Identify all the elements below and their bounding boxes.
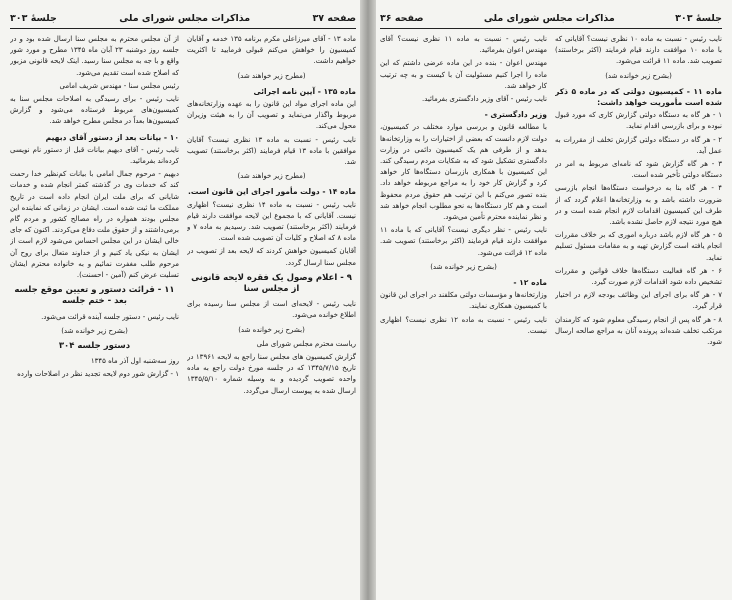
paragraph: با مطالعه قانون و بررسی موارد مختلف در کمیسیون، دولت لازم دانست که بعضی از اختیارات را به وزارتخانه‌ها بدهد و از طرفی هم یک کمیسیون دائمی در وزارت دادگستری تشکیل شود که به شکایات مردم رسیدگی کند. این کمیسیون با همکاری بازرسان دستگاه‌ها کار خواهد کرد و گزارش کار خود را به مراجع مربوطه خواهد داد. بنده تصور می‌کنم با این ترتیب هم حقوق مردم محفوظ است و هم کار دستگاه‌ها به نحو مطلوب انجام خواهد شد و نظر نماینده محترم تأمین می‌شود. bbox=[380, 123, 547, 222]
paragraph: ۶ - هر گاه فعالیت دستگاه‌ها خلاف قوانین و مقررات تشخیص داده شود اقدامات لازم صورت گیرد. bbox=[555, 266, 722, 287]
paragraph: مهندس اعوان - بنده در این ماده عرضی داشتم که این ماده را اجرا کنیم مسئولیت آن با کیست و به چه ترتیب کار خواهد شد. bbox=[380, 59, 547, 90]
section-heading: ۱۰ - بیانات بعد از دستور آقای دبهیم bbox=[45, 132, 179, 142]
stage-note: (بشرح زیر خوانده شد) bbox=[238, 325, 305, 334]
journal-title: مذاکرات مجلس شورای ملی bbox=[483, 12, 615, 24]
paragraph: وزارتخانه‌ها و مؤسسات دولتی مکلفند در اجرای این قانون با کمیسیون همکاری نمایند. bbox=[380, 291, 547, 311]
session-label: جلسهٔ ۳۰۳ bbox=[10, 12, 57, 24]
agenda-heading: ۱۱ - قرائت دستور و تعیین موقع جلسه بعد - ختم جلسه bbox=[14, 285, 175, 307]
paragraph: نایب رئیس - دستور جلسه آینده قرائت می‌شود. bbox=[41, 312, 179, 321]
page-37 bbox=[6, 0, 360, 600]
paragraph: گزارش کمیسیون های مجلس سنا راجع به لایحه ۱۳۹۶۱ در تاریخ ۱۳۴۵/۷/۱۵ که در جلسه مورخ دولت راجع به ماده واحده تصویب گردیده و به وسیله شماره ۱۳۴۵/۵/۱۰ ارسال شده به پیوست ارسال می‌گردد. bbox=[187, 353, 356, 395]
paragraph: نایب رئیس - نسبت به ماده ۱۱ نظری نیست؟ آقای مهندس اعوان بفرمائید. bbox=[380, 35, 547, 55]
paragraph: ۱ - هر گاه به دستگاه دولتی گزارش کاری که مورد قبول نبوده و برای بازرسی اقدام نماید. bbox=[555, 111, 722, 131]
text-columns bbox=[10, 34, 356, 594]
paragraph: نایب رئیس - نسبت به ماده ۱۴ نظری نیست؟ اظهاری نیست. آقایانی که با مجموع این لایحه موافقت دارند قیام فرمایند (اکثر برخاستند) تصویب شد. رسیدیم به ماده ۷ و ماده ۸ که اصلاح و کلیات آن تصویب شده است. bbox=[187, 200, 356, 243]
section-heading: وزیر دادگستری - bbox=[484, 110, 547, 120]
running-head-right bbox=[380, 10, 722, 29]
paragraph: آقایان کمیسیون خواهش کردند که لایحه بعد از تصویب در مجلس سنا ارسال گردد. bbox=[187, 247, 356, 267]
paragraph: از آن مجلس محترم به مجلس سنا ارسال شده بود و در جلسه روز دوشنبه ۲۳ آبان ماه ۱۳۴۵ مطرح و مورد شور واقع و با جه به مجلس سنا رسید. اینک لایحه قانونی مزبور که اصلاح شده است تقدیم می‌شود. bbox=[10, 35, 179, 77]
column-left bbox=[380, 34, 547, 594]
page-36 bbox=[376, 0, 726, 600]
column-right bbox=[555, 34, 722, 594]
section-heading: ماده ۱۱ - کمیسیون دولتی که در ماده ۵ ذکر شده است مأموریت خواهد داشت: bbox=[555, 86, 722, 108]
paragraph: نایب رئیس - نظر دیگری نیست؟ آقایانی که با ماده ۱۱ موافقت دارند قیام فرمایند (اکثر برخاستند) تصویب شد. ماده ۱۲ قرائت می‌شود. bbox=[380, 226, 547, 257]
paragraph: نایب رئیس - لایحه‌ای است از مجلس سنا رسیده برای اطلاع خوانده می‌شود. bbox=[187, 300, 356, 320]
agenda-heading: ۹ - اعلام وصول یک فقره لایحه قانونی از مجلس سنا bbox=[191, 272, 352, 295]
paragraph: ۲ - هر گاه در دستگاه دولتی گزارش تخلف از مقررات به عمل آید. bbox=[555, 135, 722, 155]
paragraph: نایب رئیس - آقای دبهیم بیانات قبل از دستور نام نویسی کرده‌اند بفرمائید. bbox=[10, 145, 179, 166]
paragraph: ۴ - هر گاه بنا به درخواست دستگاه‌ها انجام بازرسی ضرورت داشته باشد و به وزارتخانه‌ها اعلام گردد که از طرف این کمیسیون اقدامات لازم انجام شده است و در هیچ مورد نتیجه لازم حاصل نشده باشد. bbox=[555, 184, 722, 227]
paragraph: ۳ - هر گاه گزارش شود که نامه‌ای مربوط به امر در دستگاه دولتی تأخیر شده است. bbox=[555, 160, 722, 180]
paragraph: دبهیم - مرحوم جمال امامی با بیانات کم‌نظیر خدا رحمت کند که خدمات وی در گذشته کمتر انجام شده و خدمات شایانی که برای ملت ایران انجام داده است در تاریخ مملکت ما ثبت شده است. ایشان در زمانی که نماینده این مجلس بودند همواره در راه مصالح کشور و مردم گام برمی‌داشتند و از حقوق ملت دفاع می‌کردند. اکنون که جای خالی ایشان در این مجلس احساس می‌شود لازم است از ایشان به نیکی یاد کنیم و از خداوند متعال برای روح آن مرحوم طلب مغفرت نمائیم و به خانواده محترم ایشان تسلیت عرض کنم (آمین - احسنت). bbox=[10, 170, 179, 280]
page-number-label: صفحه ۳۷ bbox=[312, 12, 356, 24]
stage-note: (بشرح زیر خوانده شد) bbox=[61, 326, 128, 335]
stage-note: (مطرح زیر خواهند شد) bbox=[237, 71, 306, 80]
paragraph: این ماده اجرای مواد این قانون را به عهده وزارتخانه‌های مربوط واگذار می‌نماید و تصویب آن را به هیئت وزیران محول می‌کند. bbox=[187, 100, 356, 131]
session-label: جلسهٔ ۳۰۳ bbox=[675, 12, 722, 24]
section-heading: ماده ۱۴ - دولت مأمور اجرای این قانون است. bbox=[188, 187, 356, 197]
agenda-heading: دستور جلسه ۳۰۴ bbox=[58, 341, 131, 352]
paragraph: روز سه‌شنبه اول آذر ماه ۱۳۴۵ bbox=[90, 357, 179, 366]
stage-note: (مطرح زیر خواهند شد) bbox=[237, 172, 306, 181]
paragraph: رئیس مجلس سنا - مهندس شریف امامی bbox=[59, 81, 179, 90]
page-number-label: صفحه ۳۶ bbox=[380, 12, 424, 24]
column-left bbox=[10, 34, 179, 594]
running-head-left bbox=[10, 10, 356, 29]
text-columns bbox=[380, 34, 722, 594]
paragraph: نایب رئیس - نسبت به ماده ۱۰ نظری نیست؟ آقایانی که با ماده ۱۰ موافقت دارند قیام فرمایند (اکثر برخاستند) تصویب شد. ماده ۱۱ قرائت می‌شود. bbox=[555, 35, 722, 66]
paragraph: ۱ - گزارش شور دوم لایحه تجدید نظر در اصلاحات وارده bbox=[17, 370, 179, 379]
paragraph: ماده ۱۳ - آقای میرزاعلی مکرم برنامه ۱۳۵ خدمه و آقایان کمیسیون را خواهش می‌کنم قبولی فرمایید تا اکثریت خواهیم داشت. bbox=[187, 35, 356, 66]
paragraph: نایب رئیس - نسبت به ماده ۱۲ نظری نیست؟ اظهاری نیست. bbox=[380, 315, 547, 335]
section-heading: ماده ۱۳۵ - آیین نامه اجرائی bbox=[253, 86, 356, 96]
column-right bbox=[187, 34, 356, 594]
book-gutter bbox=[360, 0, 376, 600]
paragraph: نایب رئیس - نسبت به ماده ۱۳ نظری نیست؟ آقایان موافقین با ماده ۱۳ قیام فرمایند (اکثر برخاستند) تصویب شد. bbox=[187, 135, 356, 167]
section-heading: ماده ۱۲ - bbox=[513, 278, 547, 288]
stage-note: (بشرح زیر خوانده شد) bbox=[605, 71, 672, 80]
stage-note: (بشرح زیر خوانده شد) bbox=[430, 262, 497, 271]
paragraph: نایب رئیس - برای رسیدگی به اصلاحات مجلس سنا به کمیسیون‌های مربوط فرستاده می‌شود و گزارش کمیسیون‌ها بعداً در مجلس مطرح خواهد شد. bbox=[10, 95, 179, 126]
paragraph: ۵ - هر گاه لازم باشد درباره اموری که بر خلاف مقررات انجام یافته است گزارش تهیه و به مقامات مسئول تسلیم نماید. bbox=[555, 231, 722, 262]
journal-title: مذاکرات مجلس شورای ملی bbox=[119, 12, 251, 24]
paragraph: ریاست محترم مجلس شورای ملی bbox=[256, 339, 356, 348]
paragraph: نایب رئیس - آقای وزیر دادگستری بفرمائید. bbox=[421, 95, 547, 104]
paragraph: ۸ - هر گاه پس از انجام رسیدگی معلوم شود که کارمندان مرتکب تخلف شده‌اند پرونده آنان به مراجع صالحه ارسال شود. bbox=[555, 315, 722, 347]
paragraph: ۷ - هر گاه برای اجرای این وظائف بودجه لازم در اختیار قرار گیرد. bbox=[555, 291, 722, 311]
